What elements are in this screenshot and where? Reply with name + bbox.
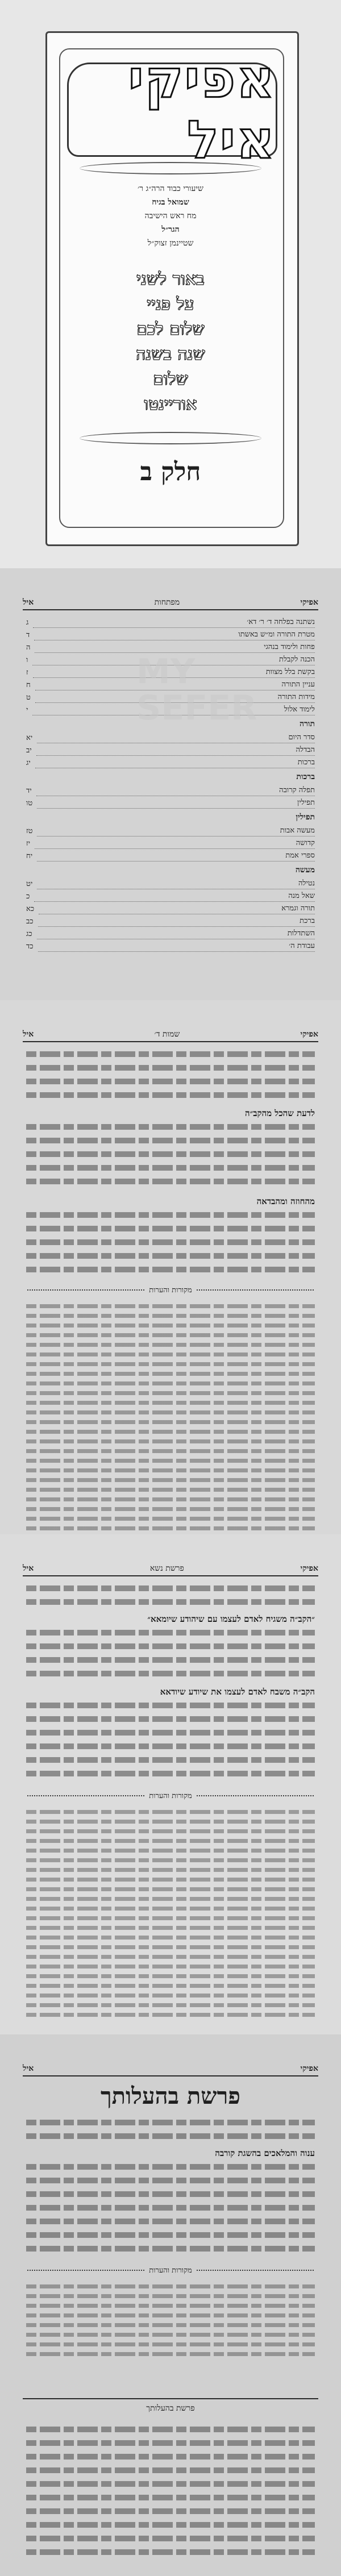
toc-row: לימוד אלול י — [26, 705, 315, 714]
cover-line: שיעורי כבוד הרה״ג ר׳ — [138, 184, 203, 193]
toc-row: ברכת כב — [26, 916, 315, 926]
section-heading: הקב״ה משבח לאדם לעצמו את שיודע שיודאא — [160, 1687, 315, 1697]
header-center: מפתחות — [154, 598, 180, 607]
cover-title-banner — [67, 49, 277, 170]
toc-row: מידות התורה ט — [26, 692, 315, 702]
body-text — [26, 2164, 315, 2259]
toc-row: השתדלות כג — [26, 929, 315, 938]
cover-outline-line: באור לשני — [136, 269, 205, 289]
toc-section: ברכות — [296, 772, 315, 781]
header-rule — [23, 2075, 318, 2076]
cover-outline-line: אוריינטו — [144, 394, 197, 414]
toc-header — [23, 588, 318, 607]
page-break-rule — [23, 2398, 318, 2399]
cover-volume: חלק ב — [140, 457, 201, 486]
header-right: אפיקי — [300, 598, 318, 607]
cover-author-block — [68, 182, 273, 250]
header-left: איל — [23, 2064, 34, 2073]
header-right: אפיקי — [300, 2064, 318, 2073]
toc-row: נשתנה בפלחה ד׳ ר׳ דא׳ ג — [26, 617, 315, 627]
header-left: איל — [23, 1564, 34, 1573]
notes-divider: מקורות והערות — [23, 2265, 318, 2276]
toc-row: סדר היום יא — [26, 733, 315, 742]
section-heading: לדעת שהכל מהקב״ה — [244, 1108, 315, 1118]
toc-section: תפילין — [296, 813, 315, 822]
toc-row: מטרת התורה ומ״ש באשתו ד — [26, 630, 315, 639]
cover-outline-line: שלום — [153, 369, 188, 389]
text-page-2 — [0, 1534, 341, 2034]
toc-row: תפלה קרובה יד — [26, 785, 315, 795]
cover-line: הגר״ל — [161, 225, 180, 234]
page-header — [23, 1020, 318, 1039]
parasha-title: פרשת בהעלותך — [101, 2083, 240, 2109]
header-left: איל — [23, 1030, 34, 1039]
cover-page — [0, 0, 341, 568]
cover-outline-line: על פניי — [147, 294, 194, 314]
section-heading: ענוה והמלאכים בהשגת קורבה — [215, 2148, 315, 2158]
toc-section: תורה — [299, 719, 315, 729]
header-right: אפיקי — [300, 1564, 318, 1573]
section-heading: מהחוזה ומהבדאה — [256, 1196, 315, 1206]
footnotes — [26, 1810, 315, 2022]
toc-page — [0, 568, 341, 1000]
toc-row: מעשה אבות טז — [26, 826, 315, 835]
toc-row: שאל מנה כ — [26, 891, 315, 901]
section-heading: ״הקב״ה משגיח לאדם לעצמו עם שיהודע שיומאא״ — [147, 1614, 315, 1624]
cover-ornament-bottom — [80, 432, 261, 444]
toc-row: קדושה יז — [26, 838, 315, 848]
body-text — [26, 2427, 315, 2563]
body-text — [26, 1703, 315, 1784]
body-text — [26, 1630, 315, 1684]
notes-divider: מקורות והערות — [23, 1284, 318, 1296]
watermark: MY SEFER — [136, 652, 257, 728]
body-text — [26, 1585, 315, 1613]
book-title: אפיקי איל — [128, 49, 276, 170]
header-left: איל — [23, 598, 34, 607]
toc-row: הכנה לקבלת ו — [26, 655, 315, 664]
header-center: פרשת נשא — [149, 1564, 184, 1573]
header-right: אפיקי — [300, 1030, 318, 1039]
text-page-1 — [0, 1000, 341, 1534]
toc-row: פחות ולימוד בנהגי ה — [26, 642, 315, 652]
toc-row: תפילין טו — [26, 798, 315, 808]
toc-row: עבודת ה׳ כד — [26, 941, 315, 951]
body-text — [26, 1124, 315, 1192]
page-header — [23, 1554, 318, 1574]
text-page-3 — [0, 2034, 341, 2576]
body-text — [26, 1212, 315, 1280]
header-rule — [23, 1575, 318, 1576]
footnotes — [26, 1304, 315, 1534]
cover-line: שטיינמן זצוק״ל — [147, 239, 194, 248]
body-text — [26, 1051, 315, 1106]
header-rule — [23, 609, 318, 610]
toc-row: ספרי אמת יח — [26, 851, 315, 860]
toc-row: עניין התורה ח — [26, 680, 315, 689]
cover-outline-line: שנה בשנה — [136, 344, 205, 364]
body-text — [26, 2120, 315, 2147]
toc-row: ברכות יג — [26, 758, 315, 767]
cover-ornament-top — [80, 162, 261, 174]
running-footer: פרשת בהעלותך — [146, 2404, 195, 2413]
toc-row: תורה וגמרא כא — [26, 904, 315, 913]
toc-section: מעשה — [295, 865, 315, 875]
cover-outline-block — [68, 267, 273, 417]
cover-outline-line: שלום לכם — [136, 319, 205, 339]
toc-row: נטילה יט — [26, 879, 315, 888]
page-header — [23, 2054, 318, 2074]
cover-line: שמואל בגיח — [152, 198, 189, 207]
footnotes — [26, 2284, 315, 2362]
notes-divider: מקורות והערות — [23, 1790, 318, 1801]
toc-row: הבדלה יב — [26, 745, 315, 755]
toc-row: בקשת בלל מצוות ז — [26, 667, 315, 677]
cover-line: מח ראש הישיבה — [144, 211, 197, 220]
header-rule — [23, 1041, 318, 1042]
header-center: שמות ד׳ — [154, 1030, 180, 1039]
